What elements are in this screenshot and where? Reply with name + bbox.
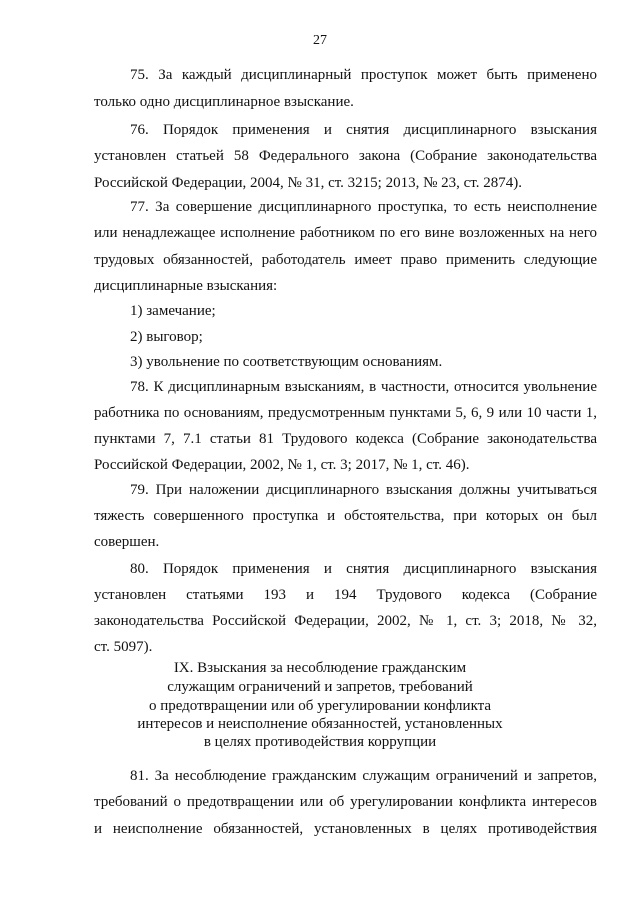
text-line: законодательства Российской Федерации, 2002, № 1, ст. 3; 2018, № 32, <box>94 613 597 629</box>
text-line: и неисполнение обязанностей, установленных в целях противодействия <box>94 821 597 837</box>
text-line: Российской Федерации, 2004, № 31, ст. 3215; 2013, № 23, ст. 2874). <box>94 175 522 191</box>
text-line: работника по основаниям, предусмотренным пунктами 5, 6, 9 или 10 части 1, <box>94 405 597 421</box>
text-line: или ненадлежащее исполнение работником по его вине возложенных на него <box>94 225 597 241</box>
text-line: совершен. <box>94 534 160 550</box>
section-heading-line: о предотвращении или об урегулировании конфликта <box>148 698 492 714</box>
text-line: дисциплинарные взыскания: <box>94 278 278 294</box>
list-item: 2) выговор; <box>130 329 203 345</box>
section-heading-line: служащим ограничений и запретов, требований <box>167 679 473 695</box>
text-line: установлен статьями 193 и 194 Трудового кодекса (Собрание <box>94 587 597 603</box>
page-number: 27 <box>313 33 327 48</box>
text-line: установлен статьей 58 Федерального закона (Собрание законодательства <box>94 148 597 164</box>
text-line: тяжесть совершенного проступка и обстоятельства, при которых он был <box>94 508 597 524</box>
text-line: 77. За совершение дисциплинарного проступка, то есть неисполнение <box>130 199 597 215</box>
text-line: 80. Порядок применения и снятия дисциплинарного взыскания <box>130 561 597 577</box>
text-line: 76. Порядок применения и снятия дисциплинарного взыскания <box>130 122 597 138</box>
text-line: 81. За несоблюдение гражданским служащим ограничений и запретов, <box>130 768 597 784</box>
list-item: 1) замечание; <box>130 303 216 319</box>
section-heading-line: IX. Взыскания за несоблюдение гражданским <box>173 660 467 676</box>
text-line: Российской Федерации, 2002, № 1, ст. 3; 2017, № 1, ст. 46). <box>94 457 470 473</box>
text-line: ст. 5097). <box>94 639 153 655</box>
text-line: пунктами 7, 7.1 статьи 81 Трудового кодекса (Собрание законодательства <box>94 431 597 447</box>
text-line: требований о предотвращении или об урегулировании конфликта интересов <box>94 794 597 810</box>
section-heading-line: интересов и неисполнение обязанностей, установленных <box>137 716 503 732</box>
text-line: 79. При наложении дисциплинарного взыскания должны учитываться <box>130 482 597 498</box>
text-line: трудовых обязанностей, работодатель имеет право применить следующие <box>94 252 597 268</box>
text-line: 78. К дисциплинарным взысканиям, в частности, относится увольнение <box>130 379 597 395</box>
text-line: 75. За каждый дисциплинарный проступок может быть применено <box>130 67 597 83</box>
list-item: 3) увольнение по соответствующим основаниям. <box>130 354 443 370</box>
text-line: только одно дисциплинарное взыскание. <box>94 94 354 110</box>
section-heading-line: в целях противодействия коррупции <box>203 734 437 750</box>
